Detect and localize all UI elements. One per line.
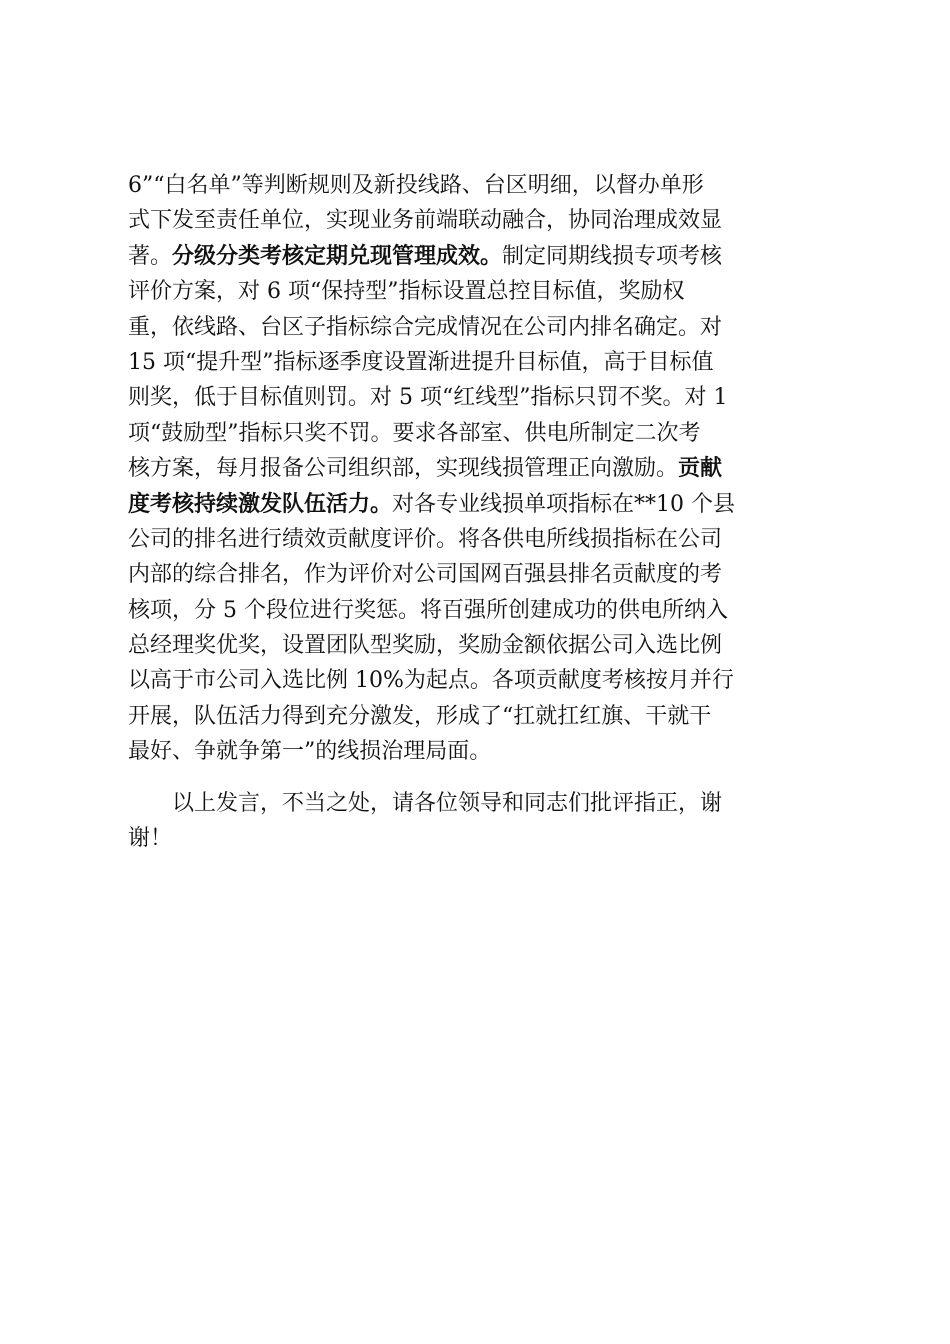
body-text: 最好、争就争第一”的线损治理局面。 [128,739,492,765]
paragraph-line [128,522,833,557]
paragraph-line [128,239,833,274]
body-text: 内部的综合排名，作为评价对公司国网百强县排名贡献度的考 [128,562,723,588]
body-text: 评价方案，对 6 项“保持型”指标设置总控目标值，奖励权 [128,279,685,305]
bold-heading-text: 分级分类考核定期兑现管理成效。 [172,242,503,269]
paragraph-line [128,451,833,486]
paragraph-line [128,416,833,451]
bold-heading-text: 度考核持续激发队伍活力。 [128,490,393,517]
paragraph-line [128,786,833,821]
paragraph-line [128,168,833,203]
document-body [128,168,833,856]
body-text: 核项，分 5 个段位进行奖惩。将百强所创建成功的供电所纳入 [128,597,728,623]
body-text: 对各专业线损单项指标在**10 个县 [392,491,736,517]
body-text: 核方案，每月报备公司组织部，实现线损管理正向激励。 [128,456,679,482]
body-text: 6”“白名单”等判断规则及新投线路、台区明细，以督办单形 [128,173,704,198]
body-text: 以高于市公司入选比例 10%为起点。各项贡献度考核按月并行 [128,668,734,694]
paragraph-line [128,593,833,628]
body-text: 谢！ [128,826,173,852]
body-text: 总经理奖优奖，设置团队型奖励，奖励金额依据公司入选比例 [128,633,723,659]
body-text: 著。 [128,243,173,269]
body-text: 项“鼓励型”指标只奖不罚。要求各部室、供电所制定二次考 [128,420,701,446]
paragraph-line [128,274,833,309]
body-text: 15 项“提升型”指标逐季度设置渐进提升目标值，高于目标值 [128,349,714,375]
body-text: 式下发至责任单位，实现业务前端联动融合，协同治理成效显 [128,208,723,234]
body-text: 则奖，低于目标值则罚。对 5 项“红线型”指标只罚不奖。对 1 [128,385,728,411]
paragraph-line [128,487,833,522]
paragraph-line [128,628,833,663]
body-text: 开展，队伍活力得到充分激发，形成了“扛就扛红旗、干就干 [128,703,712,729]
paragraph-line [128,734,833,769]
paragraph-line [128,380,833,415]
body-text: 制定同期线损专项考核 [502,243,723,269]
paragraph-line [128,663,833,698]
body-text: 重，依线路、台区子指标综合完成情况在公司内排名确定。对 [128,314,723,340]
paragraph-line [128,310,833,345]
paragraph-line [128,557,833,592]
paragraph-line [128,821,833,856]
body-text: 以上发言，不当之处，请各位领导和同志们批评指正，谢 [172,790,723,816]
paragraph-line [128,203,833,238]
paragraph-line [128,345,833,380]
body-text: 公司的排名进行绩效贡献度评价。将各供电所线损指标在公司 [128,526,723,552]
bold-heading-text: 贡献 [678,455,723,482]
paragraph-line [128,699,833,734]
